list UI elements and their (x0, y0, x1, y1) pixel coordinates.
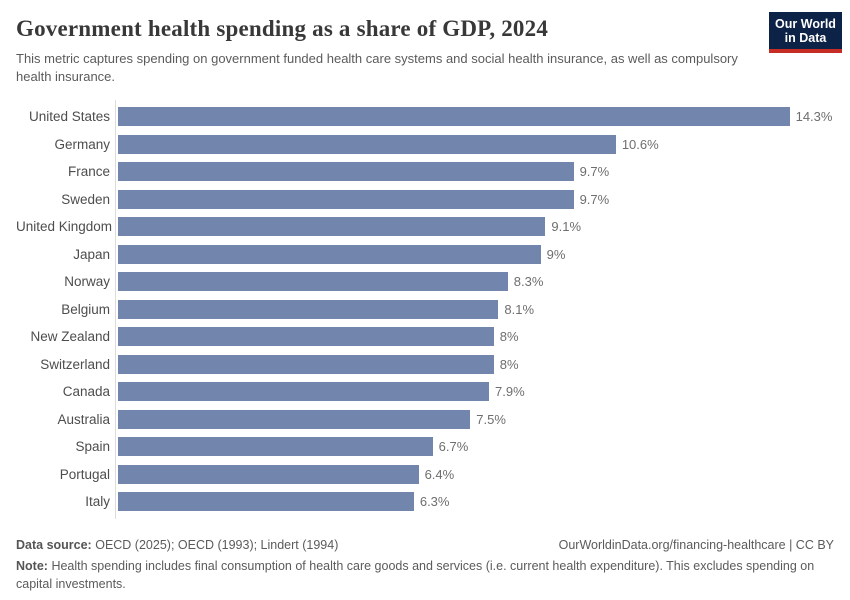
bar[interactable] (118, 492, 414, 511)
chart-row (16, 158, 834, 186)
value-label: 8.3% (513, 274, 544, 290)
bar[interactable] (118, 107, 790, 126)
value-label: 7.9% (495, 384, 525, 400)
bar[interactable] (118, 382, 489, 401)
bar-area (115, 300, 834, 319)
bar[interactable] (118, 217, 545, 236)
note-value: Health spending includes final consumption of health care goods and services (i.e. current health expenditure). This excludes spending on capital investments. (16, 558, 815, 591)
country-label[interactable]: Spain (75, 439, 110, 455)
country-label[interactable]: Italy (85, 494, 110, 510)
chart-row (16, 296, 834, 324)
chart-row (16, 406, 834, 434)
country-label[interactable]: Portugal (59, 466, 110, 482)
chart-row (16, 351, 834, 379)
note-line (16, 557, 834, 593)
value-label: 8% (499, 329, 519, 345)
chart-row (16, 103, 834, 131)
source-link[interactable]: OurWorldinData.org/financing-healthcare | CC BY (558, 537, 834, 552)
chart-row (16, 131, 834, 159)
owid-logo-line2: in Data (784, 31, 827, 45)
country-label[interactable]: New Zealand (30, 329, 110, 345)
bar-area (115, 410, 834, 429)
bar-area (115, 190, 834, 209)
bar[interactable] (118, 437, 433, 456)
value-label: 6.7% (438, 439, 469, 455)
footer-source-row (16, 536, 834, 554)
value-label: 9% (546, 246, 566, 262)
bar[interactable] (118, 190, 574, 209)
note-label: Note: (16, 558, 48, 573)
bar-area (115, 465, 834, 484)
value-label: 7.5% (476, 411, 506, 427)
bar-area (115, 355, 834, 374)
data-source-line (16, 536, 338, 554)
chart-row (16, 241, 834, 269)
footer (16, 536, 834, 593)
country-label[interactable]: Belgium (61, 301, 110, 317)
bar[interactable] (118, 300, 498, 319)
country-label[interactable]: United Kingdom (16, 219, 113, 235)
bar[interactable] (118, 135, 616, 154)
bar-chart (16, 100, 834, 519)
chart-row (16, 378, 834, 406)
bar-area (115, 492, 834, 511)
bar-area (115, 107, 834, 126)
data-source-value: OECD (2025); OECD (1993); Lindert (1994) (95, 537, 339, 552)
bar[interactable] (118, 355, 494, 374)
bar-area (115, 382, 834, 401)
bar[interactable] (118, 410, 470, 429)
bar[interactable] (118, 327, 494, 346)
country-label[interactable]: France (67, 164, 110, 180)
bar-area (115, 327, 834, 346)
bar-area (115, 135, 834, 154)
chart-row (16, 461, 834, 489)
country-label[interactable]: Japan (73, 246, 110, 262)
value-label: 10.6% (621, 136, 659, 152)
data-source-label: Data source: (16, 537, 92, 552)
chart-row (16, 488, 834, 516)
country-label[interactable]: Norway (64, 274, 110, 290)
chart-row (16, 433, 834, 461)
value-label: 14.3% (795, 109, 833, 125)
chart-row (16, 323, 834, 351)
bar-area (115, 272, 834, 291)
bar-area (115, 217, 834, 236)
value-label: 6.3% (419, 494, 450, 510)
country-label[interactable]: Canada (62, 384, 110, 400)
chart-row (16, 213, 834, 241)
chart-row (16, 186, 834, 214)
chart-row (16, 268, 834, 296)
bar[interactable] (118, 465, 419, 484)
country-label[interactable]: Australia (57, 411, 110, 427)
chart-subtitle: This metric captures spending on government funded health care systems and social health insurance, as well as compulsory health insurance. (16, 51, 738, 84)
value-label: 6.4% (424, 466, 455, 482)
value-label: 9.7% (579, 164, 610, 180)
value-label: 8.1% (504, 301, 535, 317)
value-label: 9.7% (579, 191, 610, 207)
y-axis-line (115, 100, 116, 519)
bar[interactable] (118, 272, 508, 291)
bar-area (115, 245, 834, 264)
page-title: Government health spending as a share of GDP, 2024 (16, 16, 549, 41)
country-label[interactable]: Sweden (61, 191, 110, 207)
owid-logo-line1: Our World (775, 17, 836, 31)
value-label: 9.1% (551, 219, 582, 235)
value-label: 8% (499, 356, 519, 372)
country-label[interactable]: Germany (54, 136, 110, 152)
country-label[interactable]: Switzerland (40, 356, 110, 372)
bar-area (115, 437, 834, 456)
country-label[interactable]: United States (28, 109, 110, 125)
bar[interactable] (118, 162, 574, 181)
owid-logo[interactable] (769, 12, 842, 53)
bar[interactable] (118, 245, 541, 264)
bar-area (115, 162, 834, 181)
